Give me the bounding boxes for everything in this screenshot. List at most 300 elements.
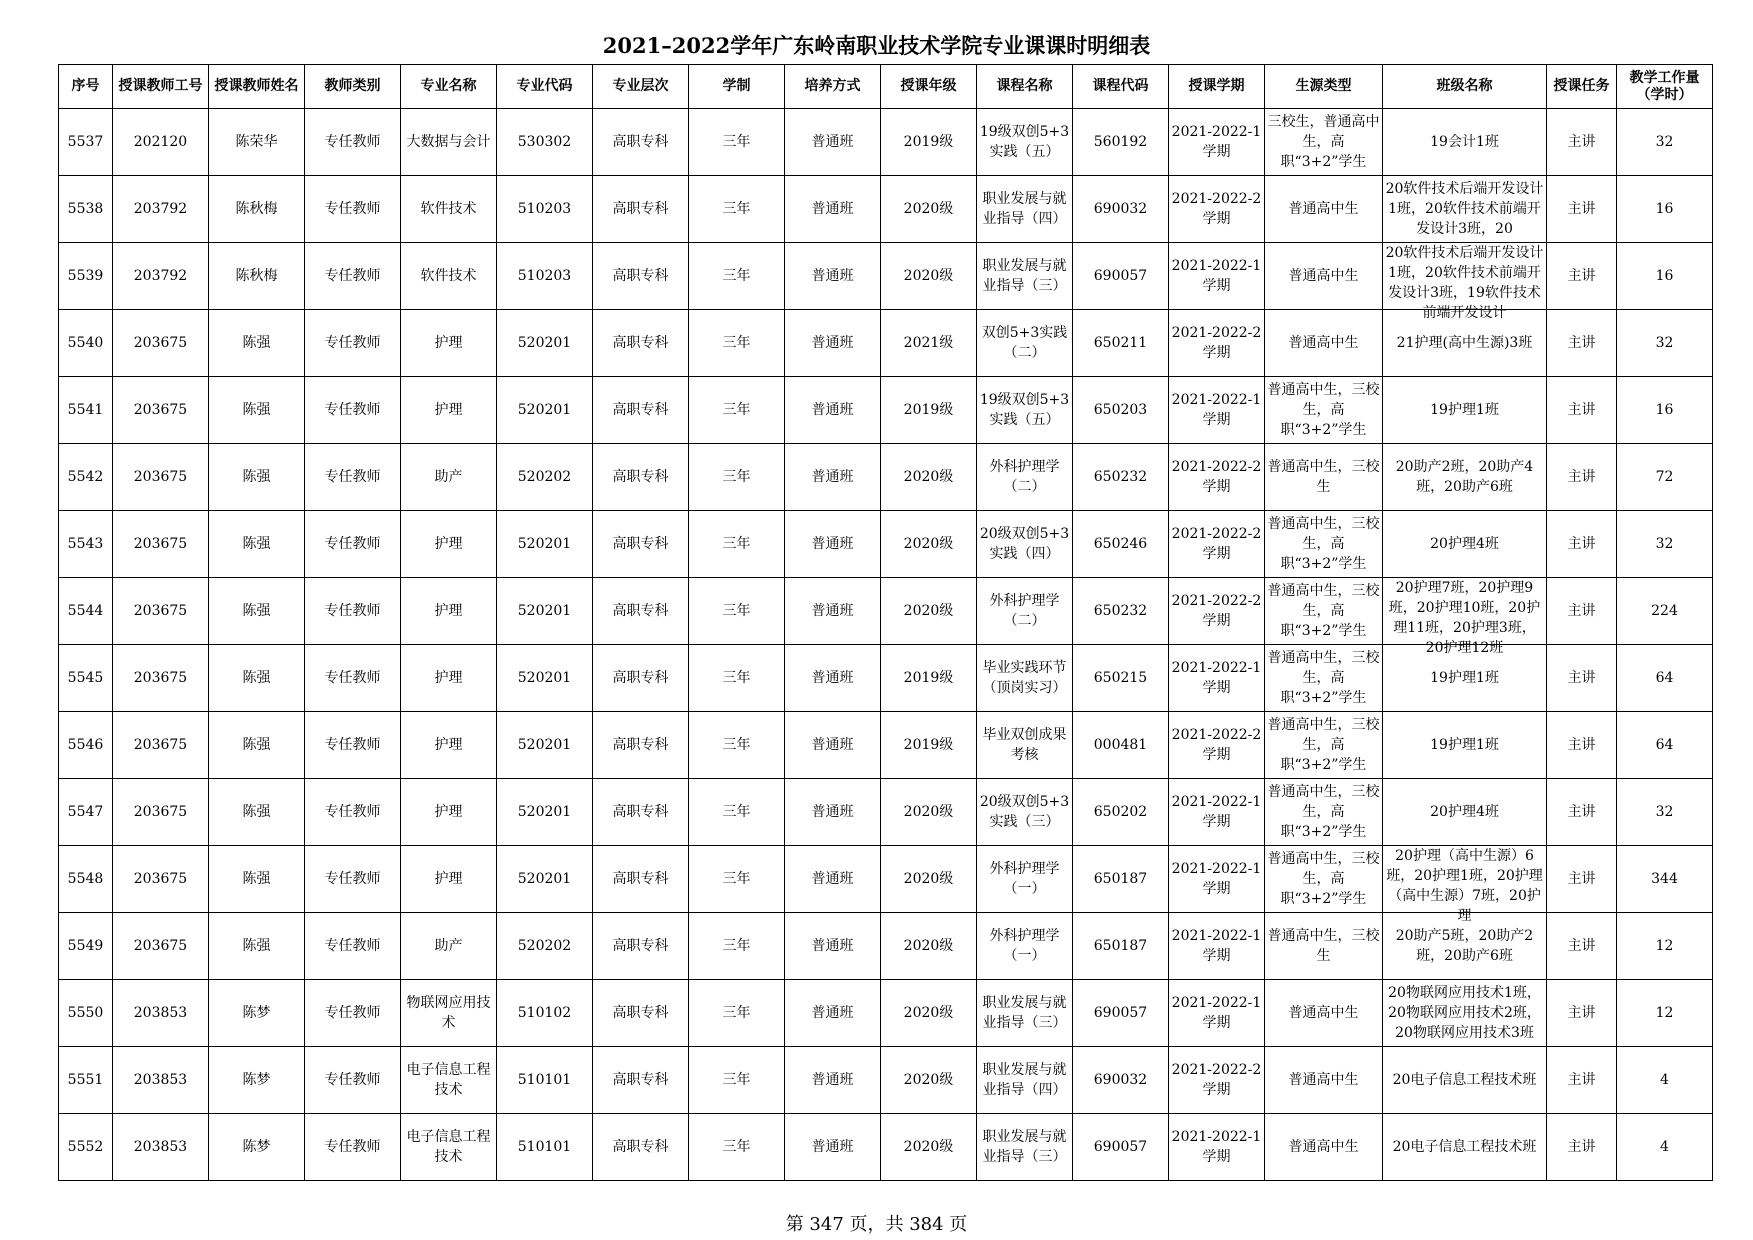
cell-text: 650187 (1093, 938, 1148, 954)
table-row (59, 980, 1713, 1047)
cell-text: 高职专科 (612, 201, 669, 217)
cell-text: 三年 (722, 1139, 751, 1155)
table-row (59, 578, 1713, 645)
cell-text: 20物联网应用技术1班，20物联网应用技术2班，20物联网应用技术3班 (1388, 985, 1541, 1041)
cell-task (1547, 913, 1617, 980)
cell-text: 32 (1655, 536, 1674, 552)
cell-duration (689, 1047, 785, 1114)
cell-text: 520201 (517, 536, 572, 552)
cell-source-type (1265, 846, 1383, 913)
cell-text: 专任教师 (324, 938, 381, 954)
cell-text: 普通班 (811, 603, 854, 619)
cell-duration (689, 243, 785, 310)
header-col-course-name (977, 65, 1073, 109)
cell-text: 普通班 (811, 1005, 854, 1021)
cell-teacher-name (209, 1047, 305, 1114)
cell-text: 高职专科 (612, 268, 669, 284)
cell-text: 毕业双创成果考核 (982, 727, 1067, 763)
cell-level (593, 310, 689, 377)
cell-text: 普通高中生，三校生，高职“3+2”学生 (1267, 382, 1380, 438)
cell-text: 12 (1655, 938, 1674, 954)
cell-text: 2020级 (903, 1005, 954, 1021)
cell-text: 专任教师 (324, 603, 381, 619)
cell-major-code (497, 243, 593, 310)
cell-text: 203675 (133, 402, 188, 418)
cell-text: 2020级 (903, 871, 954, 887)
cell-text: 203792 (133, 268, 188, 284)
cell-source-type (1265, 645, 1383, 712)
cell-training-mode (785, 109, 881, 176)
cell-text: 203675 (133, 335, 188, 351)
cell-source-type (1265, 109, 1383, 176)
cell-text: 203792 (133, 201, 188, 217)
cell-teacher-id (113, 511, 209, 578)
cell-source-type (1265, 444, 1383, 511)
cell-text: 72 (1655, 469, 1674, 485)
cell-training-mode (785, 243, 881, 310)
header-label: 教师类别 (324, 78, 381, 94)
cell-text: 5550 (67, 1005, 104, 1021)
cell-text: 主讲 (1567, 402, 1596, 418)
cell-text: 职业发展与就业指导（三） (982, 995, 1067, 1031)
cell-text: 普通班 (811, 201, 854, 217)
cell-text: 主讲 (1567, 201, 1596, 217)
cell-text: 普通班 (811, 402, 854, 418)
cell-teacher-type (305, 913, 401, 980)
cell-text: 职业发展与就业指导（四） (982, 1062, 1067, 1098)
cell-text: 双创5+3实践（二） (981, 325, 1068, 361)
cell-teacher-type (305, 310, 401, 377)
cell-text: 2020级 (903, 268, 954, 284)
cell-text: 陈强 (242, 536, 271, 552)
cell-task (1547, 980, 1617, 1047)
cell-grade (881, 578, 977, 645)
cell-text: 高职专科 (612, 469, 669, 485)
cell-text: 普通班 (811, 938, 854, 954)
cell-text: 12 (1655, 1005, 1674, 1021)
cell-duration (689, 444, 785, 511)
cell-text: 普通班 (811, 1139, 854, 1155)
cell-major-name (401, 980, 497, 1047)
cell-class-name (1383, 176, 1547, 243)
cell-teacher-name (209, 444, 305, 511)
header-col-training-mode (785, 65, 881, 109)
cell-text: 20护理4班 (1430, 804, 1499, 820)
cell-class-name (1383, 980, 1547, 1047)
cell-grade (881, 377, 977, 444)
cell-level (593, 176, 689, 243)
cell-text: 助产 (434, 938, 463, 954)
cell-duration (689, 109, 785, 176)
cell-text: 主讲 (1567, 737, 1596, 753)
cell-course-name (977, 779, 1073, 846)
cell-text: 224 (1651, 603, 1678, 619)
cell-text: 主讲 (1567, 603, 1596, 619)
cell-text: 5547 (67, 804, 104, 820)
cell-text: 5543 (67, 536, 104, 552)
cell-teacher-name (209, 310, 305, 377)
cell-text: 520201 (517, 871, 572, 887)
cell-text: 三年 (722, 938, 751, 954)
header-col-source-type (1265, 65, 1383, 109)
cell-text: 陈梦 (242, 1139, 271, 1155)
cell-major-code (497, 444, 593, 511)
cell-text: 5549 (67, 938, 104, 954)
cell-text: 690032 (1093, 1072, 1148, 1088)
cell-text: 普通班 (811, 871, 854, 887)
cell-grade (881, 1047, 977, 1114)
cell-text: 19护理1班 (1430, 670, 1499, 686)
cell-duration (689, 980, 785, 1047)
page-title: 2021–2022学年广东岭南职业技术学院专业课课时明细表 (602, 33, 1151, 58)
cell-text: 高职专科 (612, 1072, 669, 1088)
cell-text: 690057 (1093, 1005, 1148, 1021)
cell-teacher-type (305, 511, 401, 578)
header-label: 班级名称 (1436, 78, 1493, 94)
cell-text: 203675 (133, 670, 188, 686)
cell-workload (1617, 846, 1713, 913)
cell-training-mode (785, 1114, 881, 1181)
cell-text: 650211 (1093, 335, 1148, 351)
cell-training-mode (785, 377, 881, 444)
cell-course-code (1073, 712, 1169, 779)
cell-duration (689, 310, 785, 377)
cell-text: 主讲 (1567, 134, 1596, 150)
cell-text: 2021-2022-2学期 (1171, 593, 1262, 629)
cell-text: 20软件技术后端开发设计1班，20软件技术前端开发设计3班，20 (1385, 181, 1544, 237)
cell-text: 19级双创5+3实践（五） (979, 124, 1070, 160)
cell-source-type (1265, 377, 1383, 444)
cell-text: 普通高中生 (1288, 335, 1359, 351)
cell-text: 主讲 (1567, 871, 1596, 887)
cell-text: 高职专科 (612, 871, 669, 887)
cell-major-code (497, 779, 593, 846)
cell-duration (689, 913, 785, 980)
cell-text: 20护理7班，20护理9班，20护理10班，20护理11班，20护理3班，20护理12班 (1388, 580, 1541, 656)
cell-text: 三年 (722, 1005, 751, 1021)
cell-semester (1169, 511, 1265, 578)
cell-source-type (1265, 511, 1383, 578)
cell-workload (1617, 109, 1713, 176)
cell-text: 2020级 (903, 1139, 954, 1155)
cell-major-code (497, 1114, 593, 1181)
cell-text: 高职专科 (612, 603, 669, 619)
header-col-task (1547, 65, 1617, 109)
header-label: 课程名称 (996, 78, 1053, 94)
cell-task (1547, 444, 1617, 511)
cell-task (1547, 1047, 1617, 1114)
cell-text: 520201 (517, 737, 572, 753)
table-row (59, 109, 1713, 176)
cell-course-name (977, 310, 1073, 377)
cell-seq (59, 913, 113, 980)
cell-teacher-type (305, 779, 401, 846)
cell-text: 520202 (517, 938, 572, 954)
cell-text: 690057 (1093, 268, 1148, 284)
cell-text: 650246 (1093, 536, 1148, 552)
cell-seq (59, 712, 113, 779)
cell-text: 高职专科 (612, 1139, 669, 1155)
cell-text: 专任教师 (324, 1139, 381, 1155)
cell-task (1547, 377, 1617, 444)
cell-class-name (1383, 243, 1547, 321)
header-col-class-name (1383, 65, 1547, 109)
cell-text: 电子信息工程技术 (406, 1062, 491, 1098)
cell-workload (1617, 913, 1713, 980)
cell-training-mode (785, 645, 881, 712)
cell-seq (59, 645, 113, 712)
cell-class-name (1383, 1114, 1547, 1181)
cell-text: 三校生，普通高中生，高职“3+2”学生 (1267, 114, 1380, 170)
cell-text: 普通班 (811, 737, 854, 753)
cell-text: 普通班 (811, 268, 854, 284)
cell-text: 20电子信息工程技术班 (1392, 1072, 1537, 1088)
cell-duration (689, 712, 785, 779)
cell-course-code (1073, 511, 1169, 578)
cell-major-name (401, 1114, 497, 1181)
cell-text: 专任教师 (324, 201, 381, 217)
cell-semester (1169, 779, 1265, 846)
cell-course-name (977, 377, 1073, 444)
cell-text: 530302 (517, 134, 572, 150)
cell-text: 2021-2022-1学期 (1171, 258, 1262, 294)
cell-text: 陈强 (242, 737, 271, 753)
cell-major-code (497, 846, 593, 913)
cell-major-code (497, 645, 593, 712)
cell-text: 主讲 (1567, 1072, 1596, 1088)
cell-text: 专任教师 (324, 335, 381, 351)
cell-teacher-type (305, 243, 401, 310)
cell-duration (689, 1114, 785, 1181)
cell-level (593, 377, 689, 444)
cell-teacher-name (209, 1114, 305, 1181)
cell-text: 陈强 (242, 402, 271, 418)
cell-text: 普通高中生 (1288, 201, 1359, 217)
header-col-workload (1617, 65, 1713, 109)
cell-text: 普通班 (811, 1072, 854, 1088)
cell-semester (1169, 109, 1265, 176)
cell-level (593, 444, 689, 511)
cell-teacher-type (305, 846, 401, 913)
cell-source-type (1265, 310, 1383, 377)
cell-text: 2021-2022-1学期 (1171, 124, 1262, 160)
cell-major-code (497, 377, 593, 444)
cell-course-code (1073, 846, 1169, 913)
cell-semester (1169, 913, 1265, 980)
cell-course-code (1073, 645, 1169, 712)
cell-text: 毕业实践环节（顶岗实习） (982, 660, 1067, 696)
cell-teacher-id (113, 645, 209, 712)
cell-text: 普通班 (811, 469, 854, 485)
cell-major-code (497, 176, 593, 243)
cell-text: 主讲 (1567, 804, 1596, 820)
cell-text: 职业发展与就业指导（三） (982, 258, 1067, 294)
cell-level (593, 712, 689, 779)
cell-text: 专任教师 (324, 804, 381, 820)
cell-text: 2019级 (903, 670, 954, 686)
cell-course-name (977, 645, 1073, 712)
cell-workload (1617, 377, 1713, 444)
cell-teacher-name (209, 578, 305, 645)
cell-text: 2021-2022-1学期 (1171, 861, 1262, 897)
cell-major-name (401, 243, 497, 310)
cell-teacher-id (113, 779, 209, 846)
cell-teacher-type (305, 444, 401, 511)
cell-text: 64 (1655, 737, 1674, 753)
cell-text: 普通班 (811, 335, 854, 351)
cell-grade (881, 511, 977, 578)
cell-text: 高职专科 (612, 737, 669, 753)
cell-text: 20护理4班 (1430, 536, 1499, 552)
header-label: 教学工作量（学时） (1629, 69, 1700, 103)
cell-text: 2020级 (903, 603, 954, 619)
table-row (59, 779, 1713, 846)
cell-text: 650232 (1093, 469, 1148, 485)
cell-text: 520201 (517, 670, 572, 686)
cell-workload (1617, 1114, 1713, 1181)
cell-source-type (1265, 243, 1383, 310)
cell-text: 650232 (1093, 603, 1148, 619)
cell-teacher-name (209, 846, 305, 913)
cell-major-name (401, 913, 497, 980)
cell-text: 普通高中生，三校生，高职“3+2”学生 (1267, 717, 1380, 773)
cell-task (1547, 578, 1617, 645)
cell-text: 2020级 (903, 804, 954, 820)
cell-text: 21护理(高中生源)3班 (1396, 335, 1533, 351)
cell-text: 护理 (434, 402, 463, 418)
header-label: 授课教师姓名 (214, 78, 299, 94)
cell-text: 203853 (133, 1005, 188, 1021)
cell-text: 高职专科 (612, 536, 669, 552)
cell-text: 20护理（高中生源）6班，20护理1班，20护理（高中生源）7班，20护理 (1386, 848, 1543, 924)
cell-teacher-type (305, 109, 401, 176)
header-label: 培养方式 (804, 78, 861, 94)
cell-text: 护理 (434, 670, 463, 686)
cell-task (1547, 846, 1617, 913)
cell-workload (1617, 310, 1713, 377)
cell-text: 三年 (722, 536, 751, 552)
cell-teacher-type (305, 377, 401, 444)
cell-text: 外科护理学（二） (989, 593, 1060, 629)
cell-duration (689, 645, 785, 712)
cell-level (593, 913, 689, 980)
course-hours-table (58, 64, 1713, 1181)
cell-major-name (401, 712, 497, 779)
cell-text: 陈强 (242, 804, 271, 820)
cell-duration (689, 578, 785, 645)
header-col-major-code (497, 65, 593, 109)
cell-course-code (1073, 1047, 1169, 1114)
cell-text: 陈强 (242, 871, 271, 887)
cell-major-name (401, 377, 497, 444)
cell-text: 2021级 (903, 335, 954, 351)
cell-text: 普通高中生，三校生，高职“3+2”学生 (1267, 583, 1380, 639)
cell-course-code (1073, 243, 1169, 310)
cell-text: 2021-2022-2学期 (1171, 1062, 1262, 1098)
cell-class-name (1383, 846, 1547, 924)
cell-text: 普通高中生，三校生，高职“3+2”学生 (1267, 650, 1380, 706)
cell-major-code (497, 1047, 593, 1114)
cell-seq (59, 109, 113, 176)
cell-workload (1617, 712, 1713, 779)
cell-text: 5540 (67, 335, 104, 351)
cell-text: 专任教师 (324, 134, 381, 150)
cell-text: 专任教师 (324, 1072, 381, 1088)
cell-major-code (497, 109, 593, 176)
header-label: 专业层次 (612, 78, 669, 94)
cell-text: 普通高中生，三校生，高职“3+2”学生 (1267, 851, 1380, 907)
cell-level (593, 511, 689, 578)
header-label: 授课任务 (1553, 78, 1610, 94)
cell-major-name (401, 444, 497, 511)
cell-text: 32 (1655, 804, 1674, 820)
cell-text: 电子信息工程技术 (406, 1129, 491, 1165)
cell-source-type (1265, 712, 1383, 779)
cell-text: 普通高中生，三校生，高职“3+2”学生 (1267, 784, 1380, 840)
cell-text: 陈梦 (242, 1005, 271, 1021)
cell-text: 三年 (722, 737, 751, 753)
cell-text: 000481 (1093, 737, 1148, 753)
cell-task (1547, 511, 1617, 578)
cell-text: 690032 (1093, 201, 1148, 217)
cell-seq (59, 243, 113, 310)
header-col-duration (689, 65, 785, 109)
cell-grade (881, 980, 977, 1047)
cell-major-name (401, 578, 497, 645)
cell-text: 护理 (434, 804, 463, 820)
cell-course-name (977, 444, 1073, 511)
cell-teacher-name (209, 913, 305, 980)
cell-course-code (1073, 176, 1169, 243)
cell-teacher-name (209, 779, 305, 846)
table-header-row (59, 65, 1713, 109)
cell-text: 普通高中生，三校生 (1267, 928, 1380, 964)
cell-text: 20级双创5+3实践（四） (979, 526, 1070, 562)
cell-text: 5551 (67, 1072, 104, 1088)
cell-major-name (401, 310, 497, 377)
header-label: 授课学期 (1188, 78, 1245, 94)
cell-class-name (1383, 578, 1547, 656)
cell-level (593, 645, 689, 712)
cell-teacher-type (305, 980, 401, 1047)
cell-course-name (977, 1047, 1073, 1114)
cell-text: 203675 (133, 536, 188, 552)
cell-course-name (977, 511, 1073, 578)
cell-text: 20级双创5+3实践（三） (979, 794, 1070, 830)
cell-text: 专任教师 (324, 871, 381, 887)
cell-text: 16 (1655, 268, 1674, 284)
cell-training-mode (785, 444, 881, 511)
cell-text: 203853 (133, 1072, 188, 1088)
cell-text: 650187 (1093, 871, 1148, 887)
cell-text: 2019级 (903, 134, 954, 150)
cell-text: 5542 (67, 469, 104, 485)
cell-teacher-type (305, 176, 401, 243)
cell-text: 主讲 (1567, 335, 1596, 351)
cell-text: 陈强 (242, 938, 271, 954)
cell-grade (881, 1114, 977, 1181)
header-col-level (593, 65, 689, 109)
cell-grade (881, 846, 977, 913)
cell-semester (1169, 243, 1265, 310)
cell-training-mode (785, 511, 881, 578)
cell-text: 护理 (434, 335, 463, 351)
cell-workload (1617, 980, 1713, 1047)
cell-text: 2021-2022-1学期 (1171, 1129, 1262, 1165)
cell-duration (689, 176, 785, 243)
cell-teacher-id (113, 1114, 209, 1181)
cell-text: 主讲 (1567, 268, 1596, 284)
